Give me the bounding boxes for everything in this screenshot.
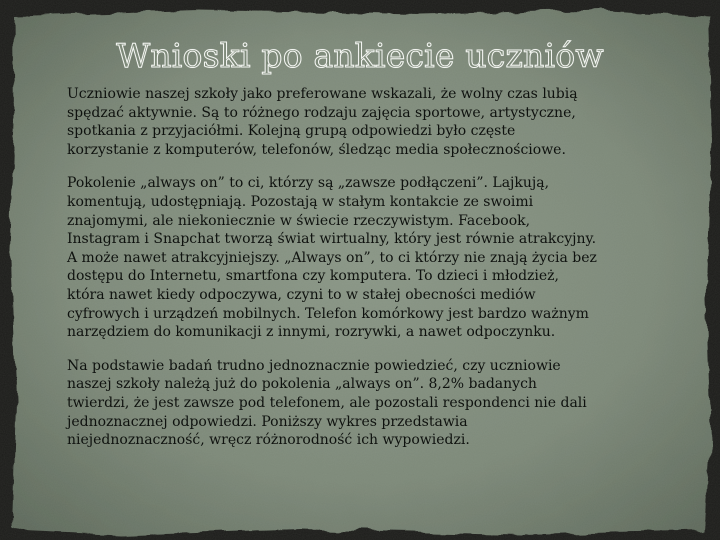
slide-title: Wnioski po ankiecie uczniów (116, 36, 604, 75)
paragraph-survey-conclusion: Na podstawie badań trudno jednoznacznie powiedzieć, czy uczniowie naszej szkoły należą już do pokolenia „always on”. 8,2% badanych twierdzi, że jest zawsze pod telefonem, ale pozostali respondenci nie dali jednoznacznej odpowiedzi. Poniższy wykres przedstawia niejednoznaczność, wręcz różnorodność ich wypowiedzi. (67, 357, 587, 449)
paragraph-always-on-generation: Pokolenie „always on” to ci, którzy są „zawsze podłączeni”. Lajkują, komentują, udostępniają. Pozostają w stałym kontakcie ze swoimi znajomymi, ale niekoniecznie w świecie rzeczywistym. Facebook, Instagram i Snapchat tworzą świat wirtualny, który jest równie atrakcyjny. A może nawet atrakcyjniejszy. „Always on”, to ci którzy nie znają życia bez dostępu do Internetu, smartfona czy komputera. To dzieci i młodzież, która nawet kiedy odpoczywa, czyni to w stałej obecności mediów cyfrowych i urządzeń mobilnych. Telefon komórkowy jest bardzo ważnym narzędziem do komunikacji z innymi, rozrywki, a nawet odpoczynku. (67, 175, 597, 341)
slide-body (67, 85, 657, 465)
paragraph-leisure-preferences: Uczniowie naszej szkoły jako preferowane wskazali, że wolny czas lubią spędzać aktywnie. Są to różnego rodzaju zajęcia sportowe, artystyczne, spotkania z przyjaciółmi. Kolejną grupą odpowiedzi było częste korzystanie z komputerów, telefonów, śledząc media społecznościowe. (67, 86, 578, 158)
